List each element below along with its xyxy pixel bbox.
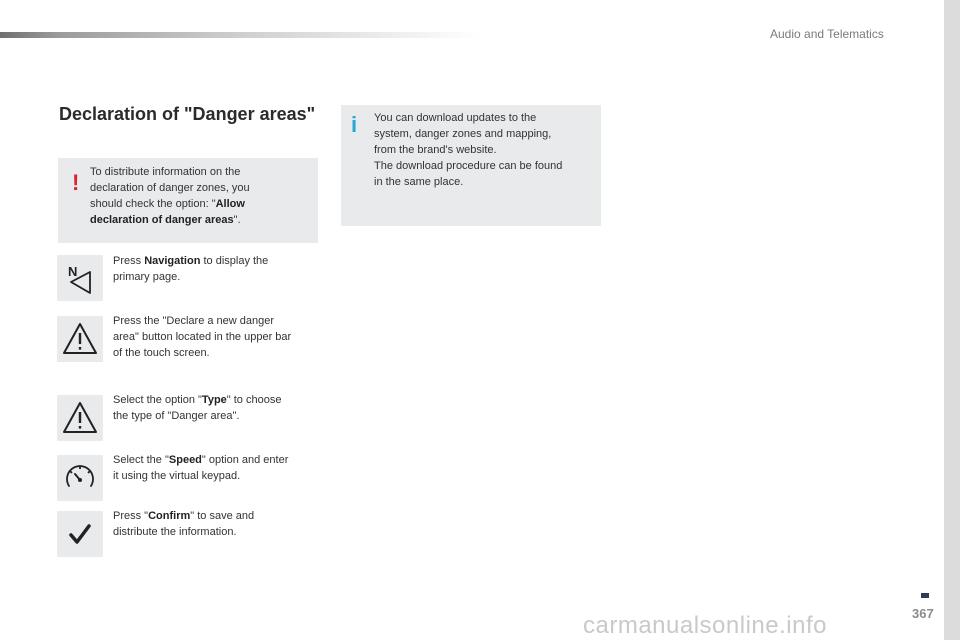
warning-text-part: ". [233, 214, 241, 226]
info-line: system, danger zones and mapping, [374, 128, 552, 140]
step-confirm-text [113, 508, 318, 540]
page-marker [921, 593, 929, 598]
header-gradient-bar [0, 32, 480, 38]
warning-line [90, 196, 290, 212]
step-text-part: to display the [200, 255, 269, 267]
warning-option-bold: Allow [215, 198, 245, 210]
step-line [113, 452, 318, 468]
step-text-part: Select the option " [113, 394, 202, 406]
step-line [113, 253, 318, 269]
page-edge-strip [944, 0, 960, 640]
info-line: from the brand's website. [374, 144, 497, 156]
step-line: Press the "Declare a new danger [113, 315, 275, 327]
page-title: Declaration of "Danger areas" [59, 104, 316, 124]
warning-triangle-icon [57, 316, 103, 362]
step-speed-text [113, 452, 318, 484]
warning-option-bold: declaration of danger areas [90, 214, 234, 226]
step-text-part: Select the " [113, 454, 169, 466]
step-line: primary page. [113, 271, 181, 283]
info-note-text [374, 110, 589, 190]
step-line: distribute the information. [113, 526, 237, 538]
step-line [113, 392, 318, 408]
step-declare-text [113, 313, 318, 361]
info-line: You can download updates to the [374, 112, 537, 124]
navigation-letter: N [68, 264, 78, 279]
navigation-icon [57, 255, 103, 301]
step-text-part: " option and enter [201, 454, 289, 466]
warning-text-part: should check the option: " [90, 198, 216, 210]
step-line [113, 508, 318, 524]
step-bold-label: Navigation [144, 255, 201, 267]
step-bold-label: Type [201, 394, 227, 406]
page-number: 367 [912, 606, 934, 621]
speedometer-icon [57, 455, 103, 501]
info-line: in the same place. [374, 176, 464, 188]
section-title: Audio and Telematics [770, 27, 884, 41]
step-line: area" button located in the upper bar [113, 331, 292, 343]
warning-line: declaration of danger zones, you [90, 182, 250, 194]
step-type-text [113, 392, 318, 424]
warning-triangle-icon [57, 395, 103, 441]
step-text-part: Press " [113, 510, 149, 522]
step-text-part: " to choose [226, 394, 282, 406]
step-text-part: Press [113, 255, 145, 267]
warning-line: To distribute information on the [90, 166, 241, 178]
warning-line [90, 212, 290, 228]
step-text-part: " to save and [190, 510, 255, 522]
checkmark-icon [57, 511, 103, 557]
info-note-box [341, 105, 601, 226]
watermark: carmanualsonline.info [583, 612, 827, 639]
step-line: of the touch screen. [113, 347, 210, 359]
info-line: The download procedure can be found [374, 160, 563, 172]
step-navigation-text [113, 253, 318, 285]
info-icon: i [351, 112, 358, 137]
step-bold-label: Confirm [148, 510, 191, 522]
exclamation-icon: ! [72, 170, 80, 195]
warning-note-box [58, 158, 318, 243]
step-bold-label: Speed [168, 454, 202, 466]
step-line: the type of "Danger area". [113, 410, 240, 422]
warning-note-text [90, 164, 290, 228]
step-line: it using the virtual keypad. [113, 470, 241, 482]
